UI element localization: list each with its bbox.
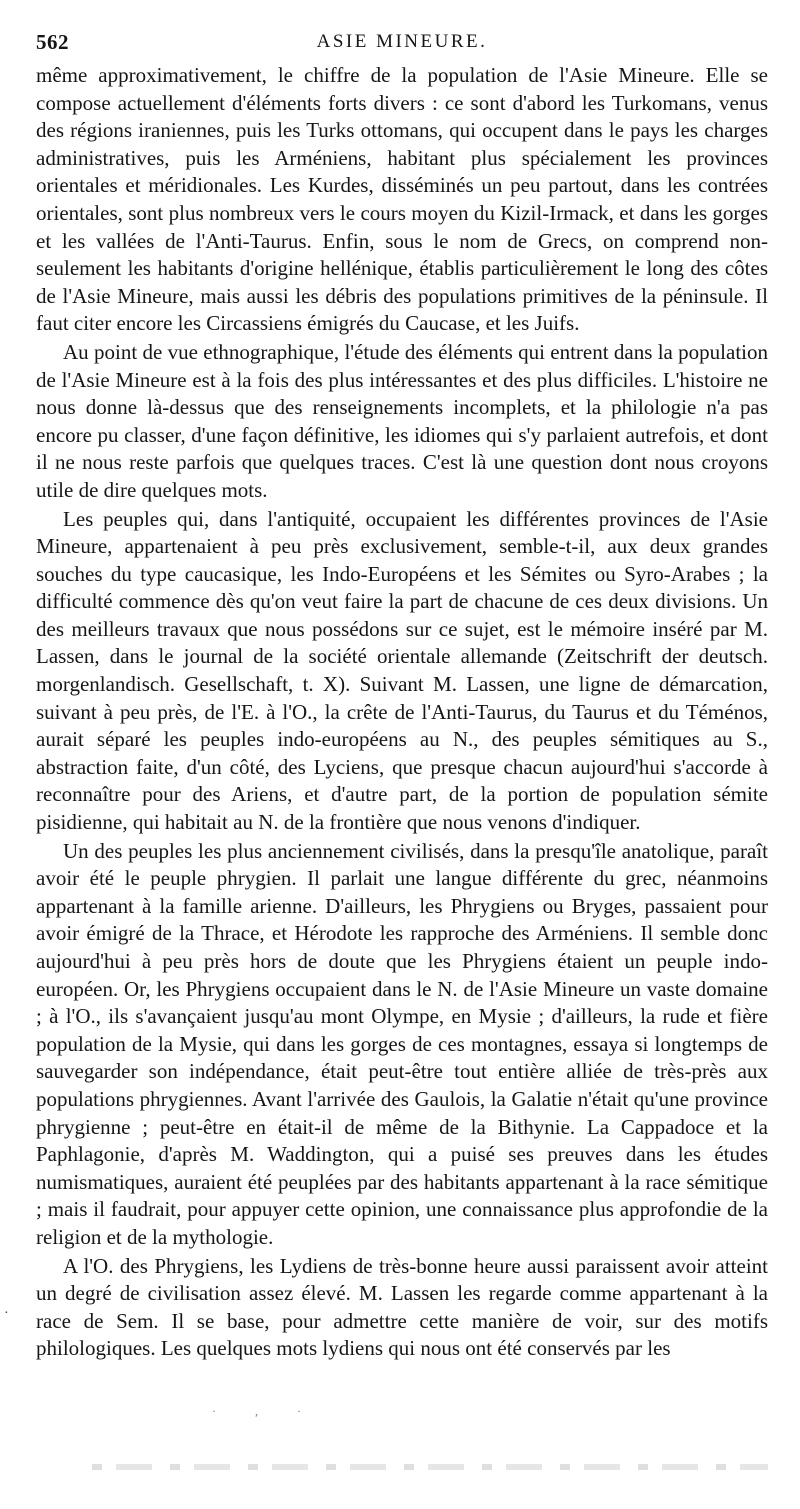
running-head [36, 30, 768, 60]
paragraph: Au point de vue ethnographique, l'étude des éléments qui entrent dans la population de l'Asie Mineure est à la fois des plus intéressantes et des plus difficiles. L'histoire ne nous donne là-dessus que des renseignements incomplets, et la philologie n'a pas encore pu classer, d'une façon définitive, les idiomes qui s'y parlaient autrefois, et dont il ne nous reste parfois que quelques traces. C'est là une question dont nous croyons utile de dire quelques mots. [36, 339, 768, 502]
body-text [36, 62, 768, 1363]
margin-speck: · [4, 1306, 9, 1321]
paragraph: Les peuples qui, dans l'antiquité, occupaient les différentes provinces de l'Asie Mineure, appartenaient à peu près exclusivement, semble-t-il, aux deux grandes souches du type caucasique, les Indo-Européens et les Sémites ou Syro-Arabes ; la difficulté commence dès qu'on veut faire la part de chacune de ces deux divisions. Un des meilleurs travaux que nous possédons sur ce sujet, est le mémoire inséré par M. Lassen, dans le journal de la société orientale allemande (Zeitschrift der deutsch. morgenlandisch. Gesellschaft, t. X). Suivant M. Lassen, une ligne de démarcation, suivant à peu près, de l'E. à l'O., la crête de l'Anti-Taurus, du Taurus et du Téménos, aurait séparé les peuples indo-européens au N., des peuples sémitiques au S., abstraction faite, d'un côté, des Lyciens, que presque chacun aujourd'hui s'accorde à reconnaître pour des Ariens, et d'autre part, de la portion de population sémite pisidienne, qui habitait au N. de la frontière que nous venons d'indiquer. [36, 506, 768, 835]
bleed-through-line [92, 1464, 768, 1470]
paragraph: Un des peuples les plus anciennement civilisés, dans la presqu'île anatolique, paraît avoir été le peuple phrygien. Il parlait une langue différente du grec, néanmoins appartenant à la famille arienne. D'ailleurs, les Phrygiens ou Bryges, passaient pour avoir émigré de la Thrace, et Hérodote les rapproche des Arméniens. Il semble donc aujourd'hui à peu près hors de doute que les Phrygiens étaient un peuple indo-européen. Or, les Phrygiens occupaient dans le N. de l'Asie Mineure un vaste domaine ; à l'O., ils s'avançaient jusqu'au mont Olympe, en Mysie ; d'ailleurs, la rude et fière population de la Mysie, qui dans les gorges de ces montagnes, essaya si longtemps de sauvegarder son indépendance, était peut-être tout entière alliée de très-près aux populations phrygiennes. Avant l'arrivée des Gaulois, la Galatie n'était qu'une province phrygienne ; peut-être en était-il de même de la Bithynie. La Cappadoce et la Paphlagonie, d'après M. Waddington, qui a puisé ses preuves dans les études numismatiques, auraient été peuplées par des habitants appartenant à la race sémitique ; mais il faudrait, pour appuyer cette opinion, une connaissance plus approfondie de la religion et de la mythologie. [36, 838, 768, 1249]
paragraph: A l'O. des Phrygiens, les Lydiens de très-bonne heure aussi paraissent avoir atteint un degré de civilisation assez élevé. M. Lassen les regarde comme appartenant à la race de Sem. Il se base, pour admettre cette manière de voir, sur des motifs philologiques. Les quelques mots lydiens qui nous ont été conservés par les [36, 1253, 768, 1361]
running-title: ASIE MINEURE. [316, 31, 488, 52]
paragraph: même approximativement, le chiffre de la population de l'Asie Mineure. Elle se compose actuellement d'éléments forts divers : ce sont d'abord les Turkomans, venus des régions iraniennes, puis les Turks ottomans, qui occupent dans le pays les charges administratives, puis les Arméniens, habitant plus spécialement les provinces orientales et méridionales. Les Kurdes, disséminés un peu partout, dans les contrées orientales, sont plus nombreux vers le cours moyen du Kizil-Irmack, et dans les gorges et les vallées de l'Anti-Taurus. Enfin, sous le nom de Grecs, on comprend non-seulement les habitants d'origine hellénique, établis particulièrement le long des côtes de l'Asie Mineure, mais aussi les débris des populations primitives de la péninsule. Il faut citer encore les Circassiens émigrés du Caucase, et les Juifs. [36, 63, 768, 336]
page-number: 562 [36, 30, 69, 54]
scan-specks: · , · [212, 1404, 319, 1418]
